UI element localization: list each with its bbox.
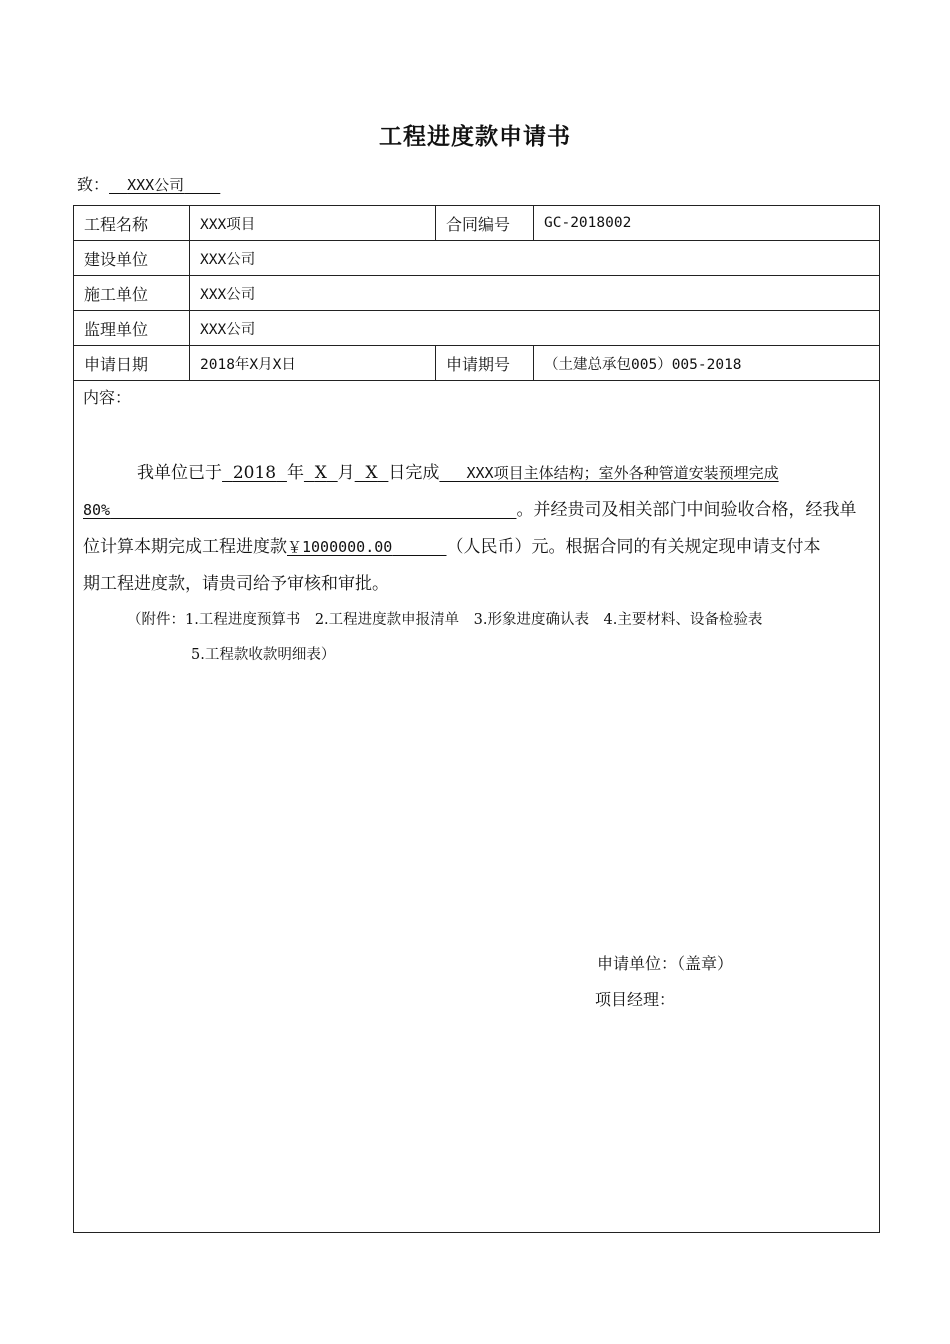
application-paragraph — [83, 455, 871, 603]
contract-no-value: GC-2018002 — [534, 206, 880, 241]
recipient-value: XXX公司 — [127, 176, 185, 194]
apply-date-value: 2018年X月X日 — [190, 346, 436, 381]
recipient-label: 致： — [77, 175, 110, 194]
constructor-label: 施工单位 — [74, 276, 190, 311]
paragraph-line-1: 我单位已于 2018 年 X 月 X 日完成 XXX项目主体结构；室外各种管道安装预埋完成 — [137, 463, 779, 483]
page-title: 工程进度款申请书 — [379, 124, 571, 150]
attachments-line-1: （附件：1.工程进度预算书 2.工程进度款申报清单 3.形象进度确认表 4.主要材料、设备检验表 — [127, 612, 763, 628]
payment-amount: ￥1000000.00 — [287, 538, 393, 556]
period-no-label: 申请期号 — [436, 346, 534, 381]
constructor-value: XXX公司 — [190, 276, 880, 311]
table-row — [74, 206, 880, 241]
completion-month: X — [314, 463, 327, 483]
contract-no-label: 合同编号 — [436, 206, 534, 241]
completed-work: XXX项目主体结构；室外各种管道安装预埋完成 — [466, 464, 779, 482]
completion-year: 2018 — [232, 463, 277, 483]
apply-date-label: 申请日期 — [74, 346, 190, 381]
builder-label: 建设单位 — [74, 241, 190, 276]
completed-work-continued: 80% — [83, 501, 111, 519]
paragraph-line-4: 期工程进度款，请贵司给予审核和审批。 — [83, 574, 389, 594]
table-row — [74, 346, 880, 381]
recipient-line — [77, 172, 220, 195]
paragraph-line-2: 80% 。并经贵司及相关部门中间验收合格，经我单 — [83, 500, 857, 520]
period-no-value: （土建总承包005）005-2018 — [534, 346, 880, 381]
paragraph-line-3: 位计算本期完成工程进度款￥1000000.00 （人民币）元。根据合同的有关规定现申请支付本 — [83, 537, 821, 557]
completion-day: X — [365, 463, 378, 483]
attachments-line-2: 5.工程款收款明细表） — [191, 647, 336, 663]
project-manager-line: 项目经理： — [595, 990, 676, 1009]
table-row — [74, 311, 880, 346]
table-row — [74, 381, 880, 1233]
supervisor-label: 监理单位 — [74, 311, 190, 346]
application-form-table — [73, 205, 880, 1233]
project-name-value: XXX项目 — [190, 206, 436, 241]
project-name-label: 工程名称 — [74, 206, 190, 241]
content-cell — [74, 381, 880, 1233]
builder-value: XXX公司 — [190, 241, 880, 276]
supervisor-value: XXX公司 — [190, 311, 880, 346]
table-row — [74, 241, 880, 276]
table-row — [74, 276, 880, 311]
applicant-seal-line: 申请单位：（盖章） — [597, 954, 734, 973]
content-label: 内容： — [83, 388, 132, 407]
